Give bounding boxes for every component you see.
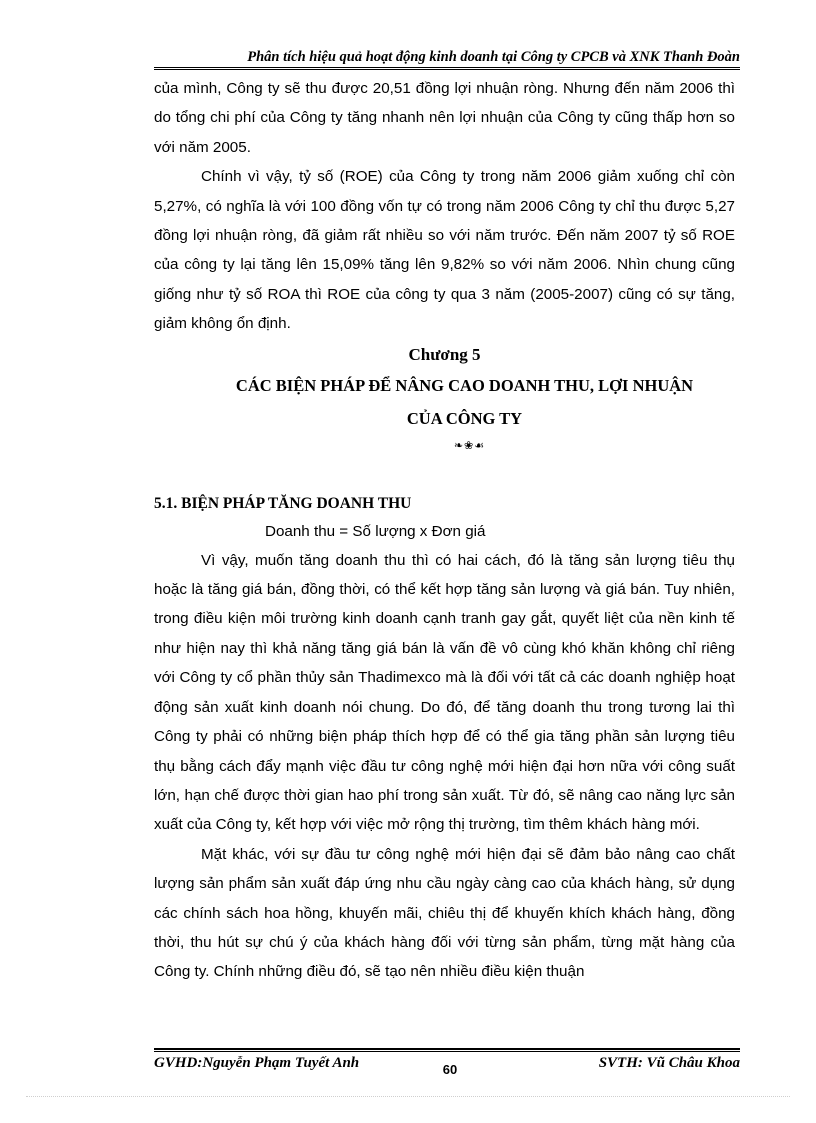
page-number: 60 (442, 1062, 458, 1077)
chapter-title-line-1: CÁC BIỆN PHÁP ĐỂ NÂNG CAO DOANH THU, LỢI NHUẬN (235, 375, 694, 395)
section-title: 5.1. BIỆN PHÁP TĂNG DOANH THU (154, 494, 412, 512)
footer-rule (154, 1048, 740, 1052)
page-header: Phân tích hiệu quả hoạt động kinh doanh tại Công ty CPCB và XNK Thanh Đoàn (247, 49, 740, 65)
paragraph-increase-revenue: Vì vậy, muốn tăng doanh thu thì có hai cách, đó là tăng sản lượng tiêu thụ hoặc là tăng giá bán, đồng thời, có thể kết hợp tăng sản lượng và giá bán. Tuy nhiên, trong điều kiện môi trường kinh doanh cạnh tranh gay gắt, quyết liệt của nền kinh tế như hiện nay thì khả năng tăng giá bán là vấn đề vô cùng khó khăn không chỉ riêng với Công ty cổ phần thủy sản Thadimexco mà là đối với tất cả các doanh nghiệp hoạt động sản xuất kinh doanh nói chung. Do đó, để tăng doanh thu trong tương lai thì Công ty phải có những biện pháp thích hợp để có thể gia tăng phần sản lượng tiêu thụ bằng cách đẩy mạnh việc đầu tư công nghệ mới hiện đại hơn nữa với công suất lớn, hạn chế được thời gian hao phí trong sản xuất. Từ đó, sẽ nâng cao năng lực sản xuất của Công ty, kết hợp với việc mở rộng thị trường, tìm thêm khách hàng mới. (154, 551, 735, 834)
ornament-divider: ❧❀☙ (453, 439, 486, 452)
chapter-label: Chương 5 (408, 344, 481, 364)
student-name: SVTH: Vũ Châu Khoa (598, 1055, 740, 1071)
paragraph-roe: Chính vì vậy, tỷ số (ROE) của Công ty trong năm 2006 giảm xuống chỉ còn 5,27%, có nghĩa là với 100 đồng vốn tự có trong năm 2006 Công ty chỉ thu được 5,27 đồng lợi nhuận ròng, đã giảm rất nhiều so với năm trước. Đến năm 2007 tỷ số ROE của công ty lại tăng lên 15,09% tăng lên 9,82% so với năm 2006. Nhìn chung cũng giống như tỷ số ROA thì ROE của công ty qua 3 năm (2005-2007) cũng có sự tăng, giảm không ổn định. (154, 168, 735, 333)
chapter-title-line-2: CỦA CÔNG TY (406, 408, 523, 428)
formula-line: Doanh thu = Số lượng x Đơn giá (265, 522, 486, 540)
document-body (154, 74, 735, 987)
paragraph-continuation: của mình, Công ty sẽ thu được 20,51 đồng lợi nhuận ròng. Nhưng đến năm 2006 thì do tổng chi phí của Công ty tăng nhanh nên lợi nhuận của Công ty cũng thấp hơn so với năm 2005. (154, 80, 735, 156)
paragraph-technology-investment: Mặt khác, với sự đầu tư công nghệ mới hiện đại sẽ đảm bảo nâng cao chất lượng sản phẩm sản xuất đáp ứng nhu cầu ngày càng cao của khách hàng, sử dụng các chính sách hoa hồng, khuyến mãi, chiêu thị để khuyến khích khách hàng, đồng thời, thu hút sự chú ý của khách hàng đối với từng sản phẩm, từng mặt hàng của Công ty. Chính những điều đó, sẽ tạo nên nhiều điều kiện thuận (154, 845, 735, 981)
header-rule (154, 67, 740, 70)
page-bottom-border (26, 1096, 790, 1097)
instructor-name: GVHD:Nguyễn Phạm Tuyết Anh (154, 1055, 360, 1071)
